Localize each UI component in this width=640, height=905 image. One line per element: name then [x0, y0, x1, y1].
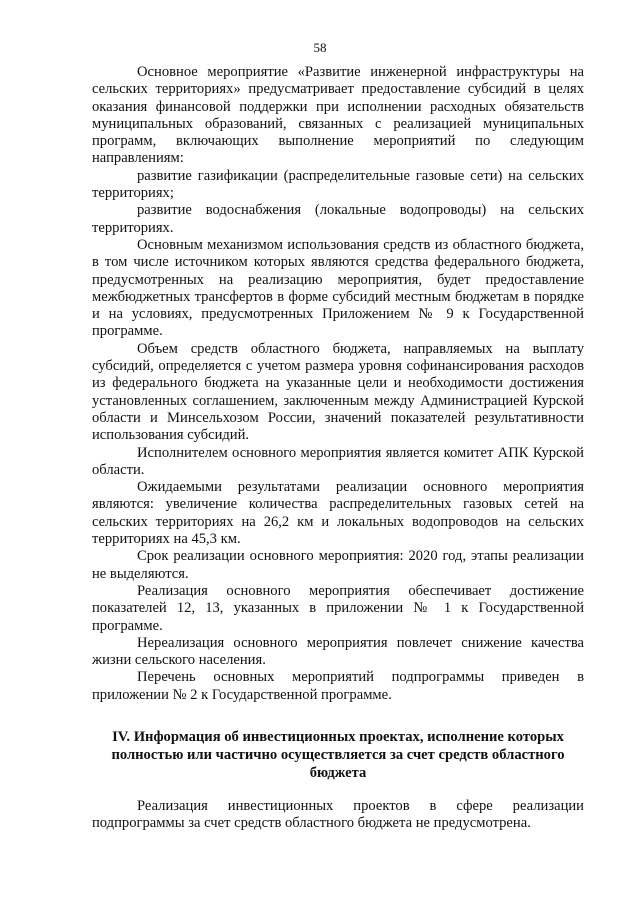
- paragraph-expected-results: Ожидаемыми результатами реализации основного мероприятия являются: увеличение количества распределительных газовых сетей на сельских территориях на 26,2 км и локальных водопроводов на сельских территориях на 45,3 км.: [92, 479, 584, 548]
- paragraph-list-reference: Перечень основных мероприятий подпрограммы приведен в приложении № 2 к Государственной программе.: [92, 669, 584, 703]
- paragraph-term: Срок реализации основного мероприятия: 2020 год, этапы реализации не выделяются.: [92, 548, 584, 582]
- paragraph-non-implementation: Нереализация основного мероприятия повлечет снижение качества жизни сельского населения.: [92, 634, 584, 669]
- page-number: 58: [313, 40, 327, 55]
- paragraph-water-supply: развитие водоснабжения (локальные водопроводы) на сельских территориях.: [92, 202, 584, 236]
- paragraph-main-activity: Основное мероприятие «Развитие инженерной инфраструктуры на сельских территориях» предусматривает предоставление субсидий в целях оказания финансовой поддержки при исполнении расходных обязательств муниципальных образований, связанных с реализацией муниципальных программ, включающих выполнение мероприятий по следующим направлениям:: [92, 64, 584, 167]
- paragraph-indicators: Реализация основного мероприятия обеспечивает достижение показателей 12, 13, указанных в приложении № 1 к Государственной программе.: [92, 582, 584, 634]
- paragraph-investment-projects: Реализация инвестиционных проектов в сфере реализации подпрограммы за счет средств областного бюджета не предусмотрена.: [92, 798, 584, 832]
- body-text: [92, 64, 584, 704]
- paragraph-executor: Исполнителем основного мероприятия является комитет АПК Курской области.: [92, 444, 584, 478]
- paragraph-gasification: развитие газификации (распределительные газовые сети) на сельских территориях;: [92, 167, 584, 202]
- closing-text: [92, 798, 584, 833]
- paragraph-funding-mechanism: Основным механизмом использования средств из областного бюджета, в том числе источником которых являются средства федерального бюджета, предусмотренных на реализацию мероприятия, будет предоставление межбюджетных трансфертов в форме субсидий местным бюджетам в порядке и на условиях, предусмотренных Приложением № 9 к Государственной программе.: [92, 236, 584, 340]
- paragraph-budget-volume: Объем средств областного бюджета, направляемых на выплату субсидий, определяется с учетом размера уровня софинансирования расходов из федерального бюджета на указанные цели и необходимости достижения установленных соглашением, заключенным между Администрацией Курской области и Минсельхозом России, значений показателей результативности использования субсидий.: [92, 340, 584, 444]
- section-heading: IV. Информация об инвестиционных проектах, исполнение которых полностью или частично осуществляется за счет средств областного бюджета: [111, 729, 565, 781]
